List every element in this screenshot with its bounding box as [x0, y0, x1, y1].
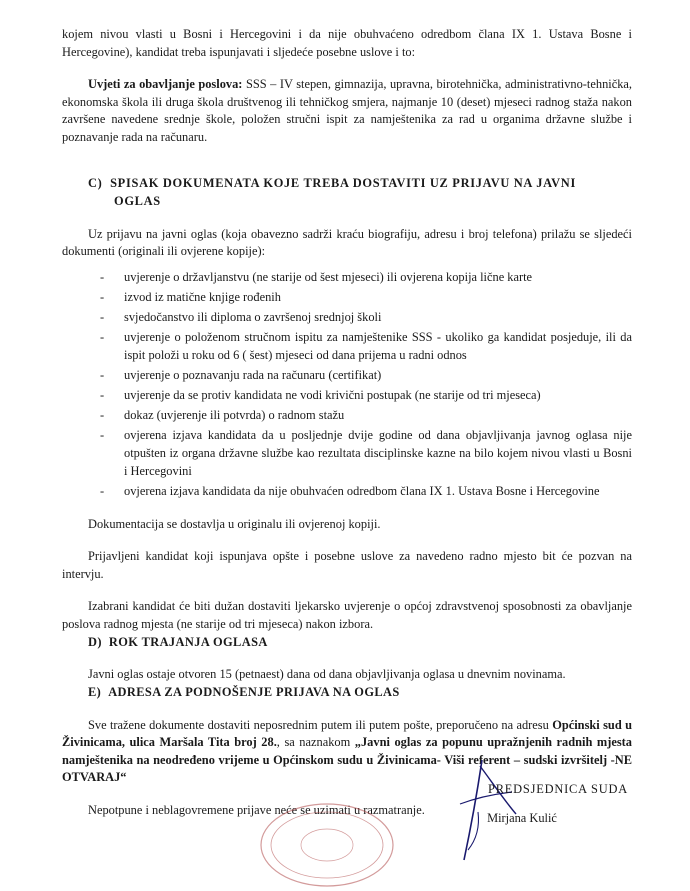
list-item — [88, 427, 632, 481]
signature-title: PREDSJEDNICA SUDA — [488, 782, 628, 796]
list-item — [88, 309, 632, 327]
conditions-paragraph — [62, 76, 632, 146]
section-c-label: C) — [88, 175, 103, 190]
section-c-title-line1 — [88, 175, 632, 193]
list-item-text: ovjerena izjava kandidata da u posljednje dvije godine od dana objavljivanja javnog oglasa nije otpušten iz organa državne službe kao rezultata disciplinske kazne na bilo kojem nivou vlasti u Bosni i Hercegovini — [124, 427, 632, 478]
section-d-heading — [62, 634, 632, 652]
list-item — [88, 289, 632, 307]
list-item-text: dokaz (uvjerenje ili potvrda) o radnom stažu — [124, 407, 345, 422]
list-item — [88, 367, 632, 385]
section-c-heading — [62, 175, 632, 211]
section-c-lead: Uz prijavu na javni oglas (koja obavezno sadrži kraću biografiju, adresu i broj telefona) prilažu se sljedeći dokumenti (originali ili ovjerene kopije): — [62, 226, 632, 259]
conditions-label: Uvjeti za obavljanje poslova: — [88, 77, 243, 92]
section-e-text-part1: Sve tražene dokumente dostaviti neposrednim putem ili putem pošte, preporučeno na adresu — [88, 717, 553, 732]
list-item-text: uvjerenje o poznavanju rada na računaru (certifikat) — [124, 367, 382, 382]
section-c-title-line2: OGLAS — [114, 193, 161, 208]
dash-bullet: - — [100, 367, 105, 382]
conditions-text: SSS – IV stepen, gimnazija, upravna, birotehnička, administrativno-tehnička, ekonomska škola ili druga škola društvenog ili tehničkog smjera, najmanje 10 (deset) mjeseci radnog staža nakon završene navedene srednje škole, položen stručni ispit za namještenika za rad u organima državne službe i poznavanje rada na računaru. — [62, 77, 632, 145]
list-item — [88, 269, 632, 287]
section-e-closing: Nepotpune i neblagovremene prijave neće se uzimati u razmatranje. — [88, 802, 425, 817]
list-item-text: uvjerenje o položenom stručnom ispitu za namještenike SSS - ukoliko ga kandidat posjeduje, ili da ispit položi u roku od 6 ( šest) mjeseci od dana prijema u radni odnos — [124, 329, 632, 362]
list-item-text: izvod iz matične knjige rođenih — [124, 289, 281, 304]
list-item-text: uvjerenje da se protiv kandidata ne vodi krivični postupak (ne starije od tri mjeseca) — [124, 387, 541, 402]
section-e-address: Općinski sud u Živinicama, ulica Maršala Tita broj 28. — [62, 717, 632, 750]
intro-paragraph: kojem nivou vlasti u Bosni i Hercegovini i da nije obuhvaćeno odredbom člana IX 1. Ustava Bosne i Hercegovine), kandidat treba ispunjavati i sljedeće posebne uslove i to: — [62, 27, 632, 59]
section-d-title: ROK TRAJANJA OGLASA — [108, 634, 268, 649]
section-e-marking: „Javni oglas za popunu upražnjenih radnih mjesta namještenika na neodređeno vrijeme u Općinskom sudu u Živinicama- Viši referent – sudski izvršitelj -NE OTVARAJ“ — [62, 735, 632, 785]
section-c-title-text: SPISAK DOKUMENATA KOJE TREBA DOSTAVITI UZ PRIJAVU NA JAVNI — [110, 175, 576, 190]
dash-bullet: - — [100, 329, 105, 344]
section-e-title: ADRESA ZA PODNOŠENJE PRIJAVA NA OGLAS — [108, 684, 400, 699]
list-item — [88, 329, 632, 365]
signature-block — [382, 782, 632, 826]
list-item-text: uvjerenje o državljanstvu (ne starije od šest mjeseci) ili ovjerena kopija lične karte — [124, 269, 533, 284]
list-item-text: ovjerena izjava kandidata da nije obuhvaćen odredbom člana IX 1. Ustava Bosne i Hercegovine — [124, 483, 600, 498]
dash-bullet: - — [100, 289, 105, 304]
list-item — [88, 483, 632, 501]
list-item — [88, 387, 632, 405]
section-d-text: Javni oglas ostaje otvoren 15 (petnaest) dana od dana objavljivanja oglasa u dnevnim novinama. — [88, 667, 566, 682]
section-d-label: D) — [88, 634, 102, 649]
dash-bullet: - — [100, 269, 105, 284]
section-e-text-part2: , sa naznakom — [276, 735, 355, 750]
note-medical: Izabrani kandidat će biti dužan dostaviti ljekarsko uvjerenje o općoj zdravstvenoj sposobnosti za obavljanje poslova radnog mjesta (ne starije od tri mjeseca) nakon izbora. — [62, 599, 632, 632]
dash-bullet: - — [100, 309, 105, 324]
dash-bullet: - — [100, 483, 105, 498]
dash-bullet: - — [100, 407, 105, 422]
documents-list — [62, 269, 632, 501]
section-e-heading — [62, 684, 632, 702]
list-item — [88, 407, 632, 425]
note-interview: Prijavljeni kandidat koji ispunjava opšte i posebne uslove za navedeno radno mjesto bit će pozvan na intervju. — [62, 549, 632, 581]
list-item-text: svjedočanstvo ili diploma o završenoj srednjoj školi — [124, 309, 382, 324]
note-originals: Dokumentacija se dostavlja u originalu ili ovjerenoj kopiji. — [88, 516, 381, 531]
dash-bullet: - — [100, 427, 105, 442]
signature-name: Mirjana Kulić — [487, 811, 557, 825]
section-e-label: E) — [88, 684, 102, 699]
dash-bullet: - — [100, 387, 105, 402]
section-e-text — [62, 717, 632, 787]
